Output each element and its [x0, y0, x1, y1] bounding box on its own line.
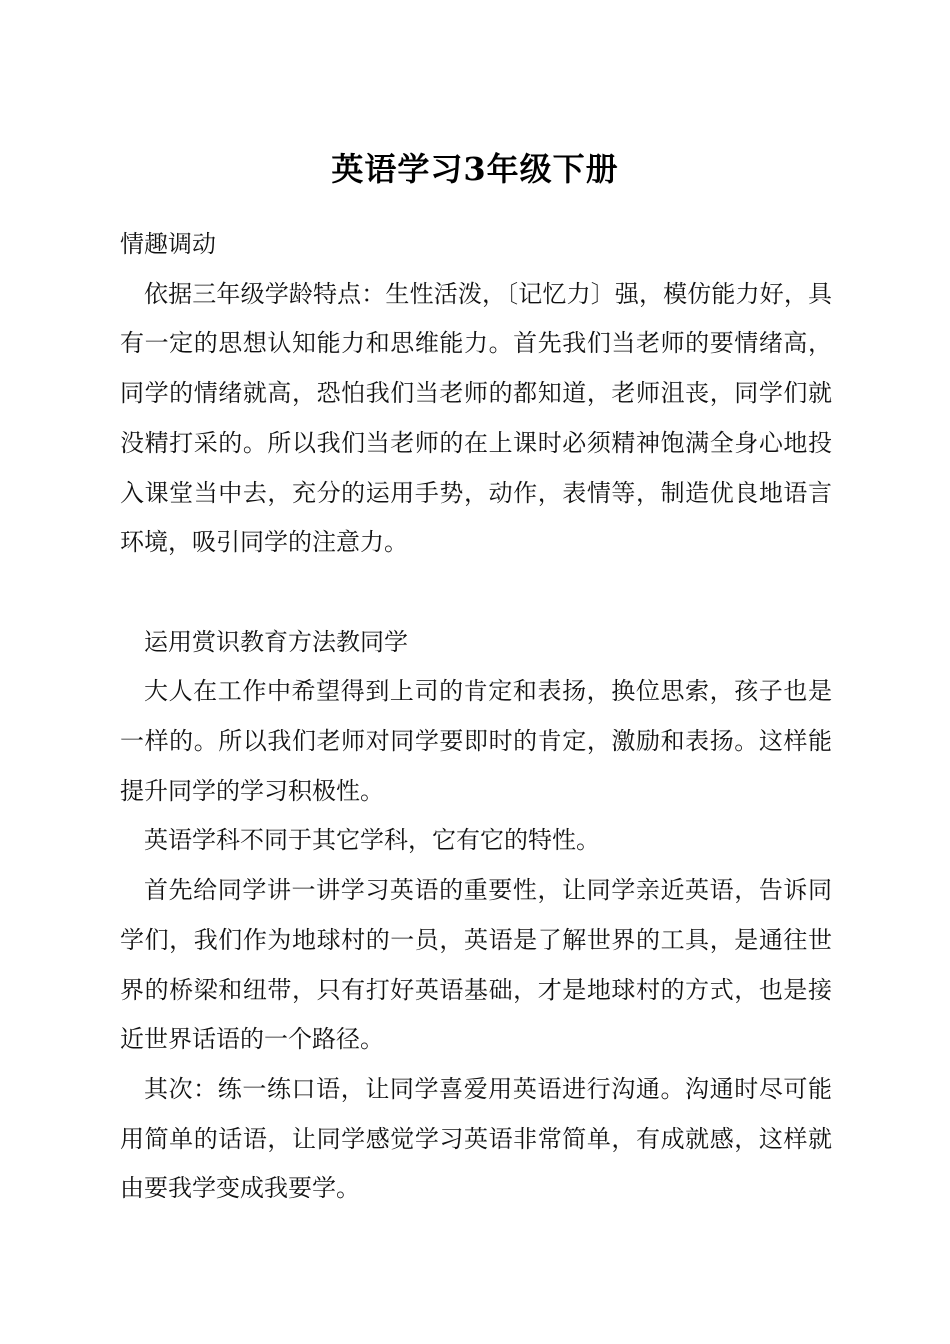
section-heading-interest: 情趣调动	[120, 230, 216, 258]
document-body	[120, 220, 832, 1214]
paragraph-importance: 首先给同学讲一讲学习英语的重要性，让同学亲近英语，告诉同学们，我们作为地球村的一员，英语是了解世界的工具，是通往世界的桥梁和纽带，只有打好英语基础，才是地球村的方式，也是接近世界话语的一个路径。	[120, 876, 832, 1054]
section-heading-appreciation: 运用赏识教育方法教同学	[144, 627, 408, 656]
paragraph-praise: 大人在工作中希望得到上司的肯定和表扬，换位思索，孩子也是一样的。所以我们老师对同学要即时的肯定，激励和表扬。这样能提升同学的学习积极性。	[120, 677, 832, 805]
document-title: 英语学习3年级下册	[331, 150, 619, 188]
paragraph-subject-traits: 英语学科不同于其它学科，它有它的特性。	[144, 826, 600, 855]
paragraph-spacer	[120, 568, 832, 618]
paragraph-oral-practice: 其次：练一练口语，让同学喜爱用英语进行沟通。沟通时尽可能用简单的话语，让同学感觉学习英语非常简单，有成就感，这样就由要我学变成我要学。	[120, 1074, 832, 1203]
paragraph-age-characteristics: 依据三年级学龄特点：生性活泼，〔记忆力〕强，模仿能力好，具有一定的思想认知能力和思维能力。首先我们当老师的要情绪高，同学的情绪就高，恐怕我们当老师的都知道，老师沮丧，同学们就没精打采的。所以我们当老师的在上课时必须精神饱满全身心地投入课堂当中去，充分的运用手势，动作，表情等，制造优良地语言环境，吸引同学的注意力。	[120, 279, 832, 557]
